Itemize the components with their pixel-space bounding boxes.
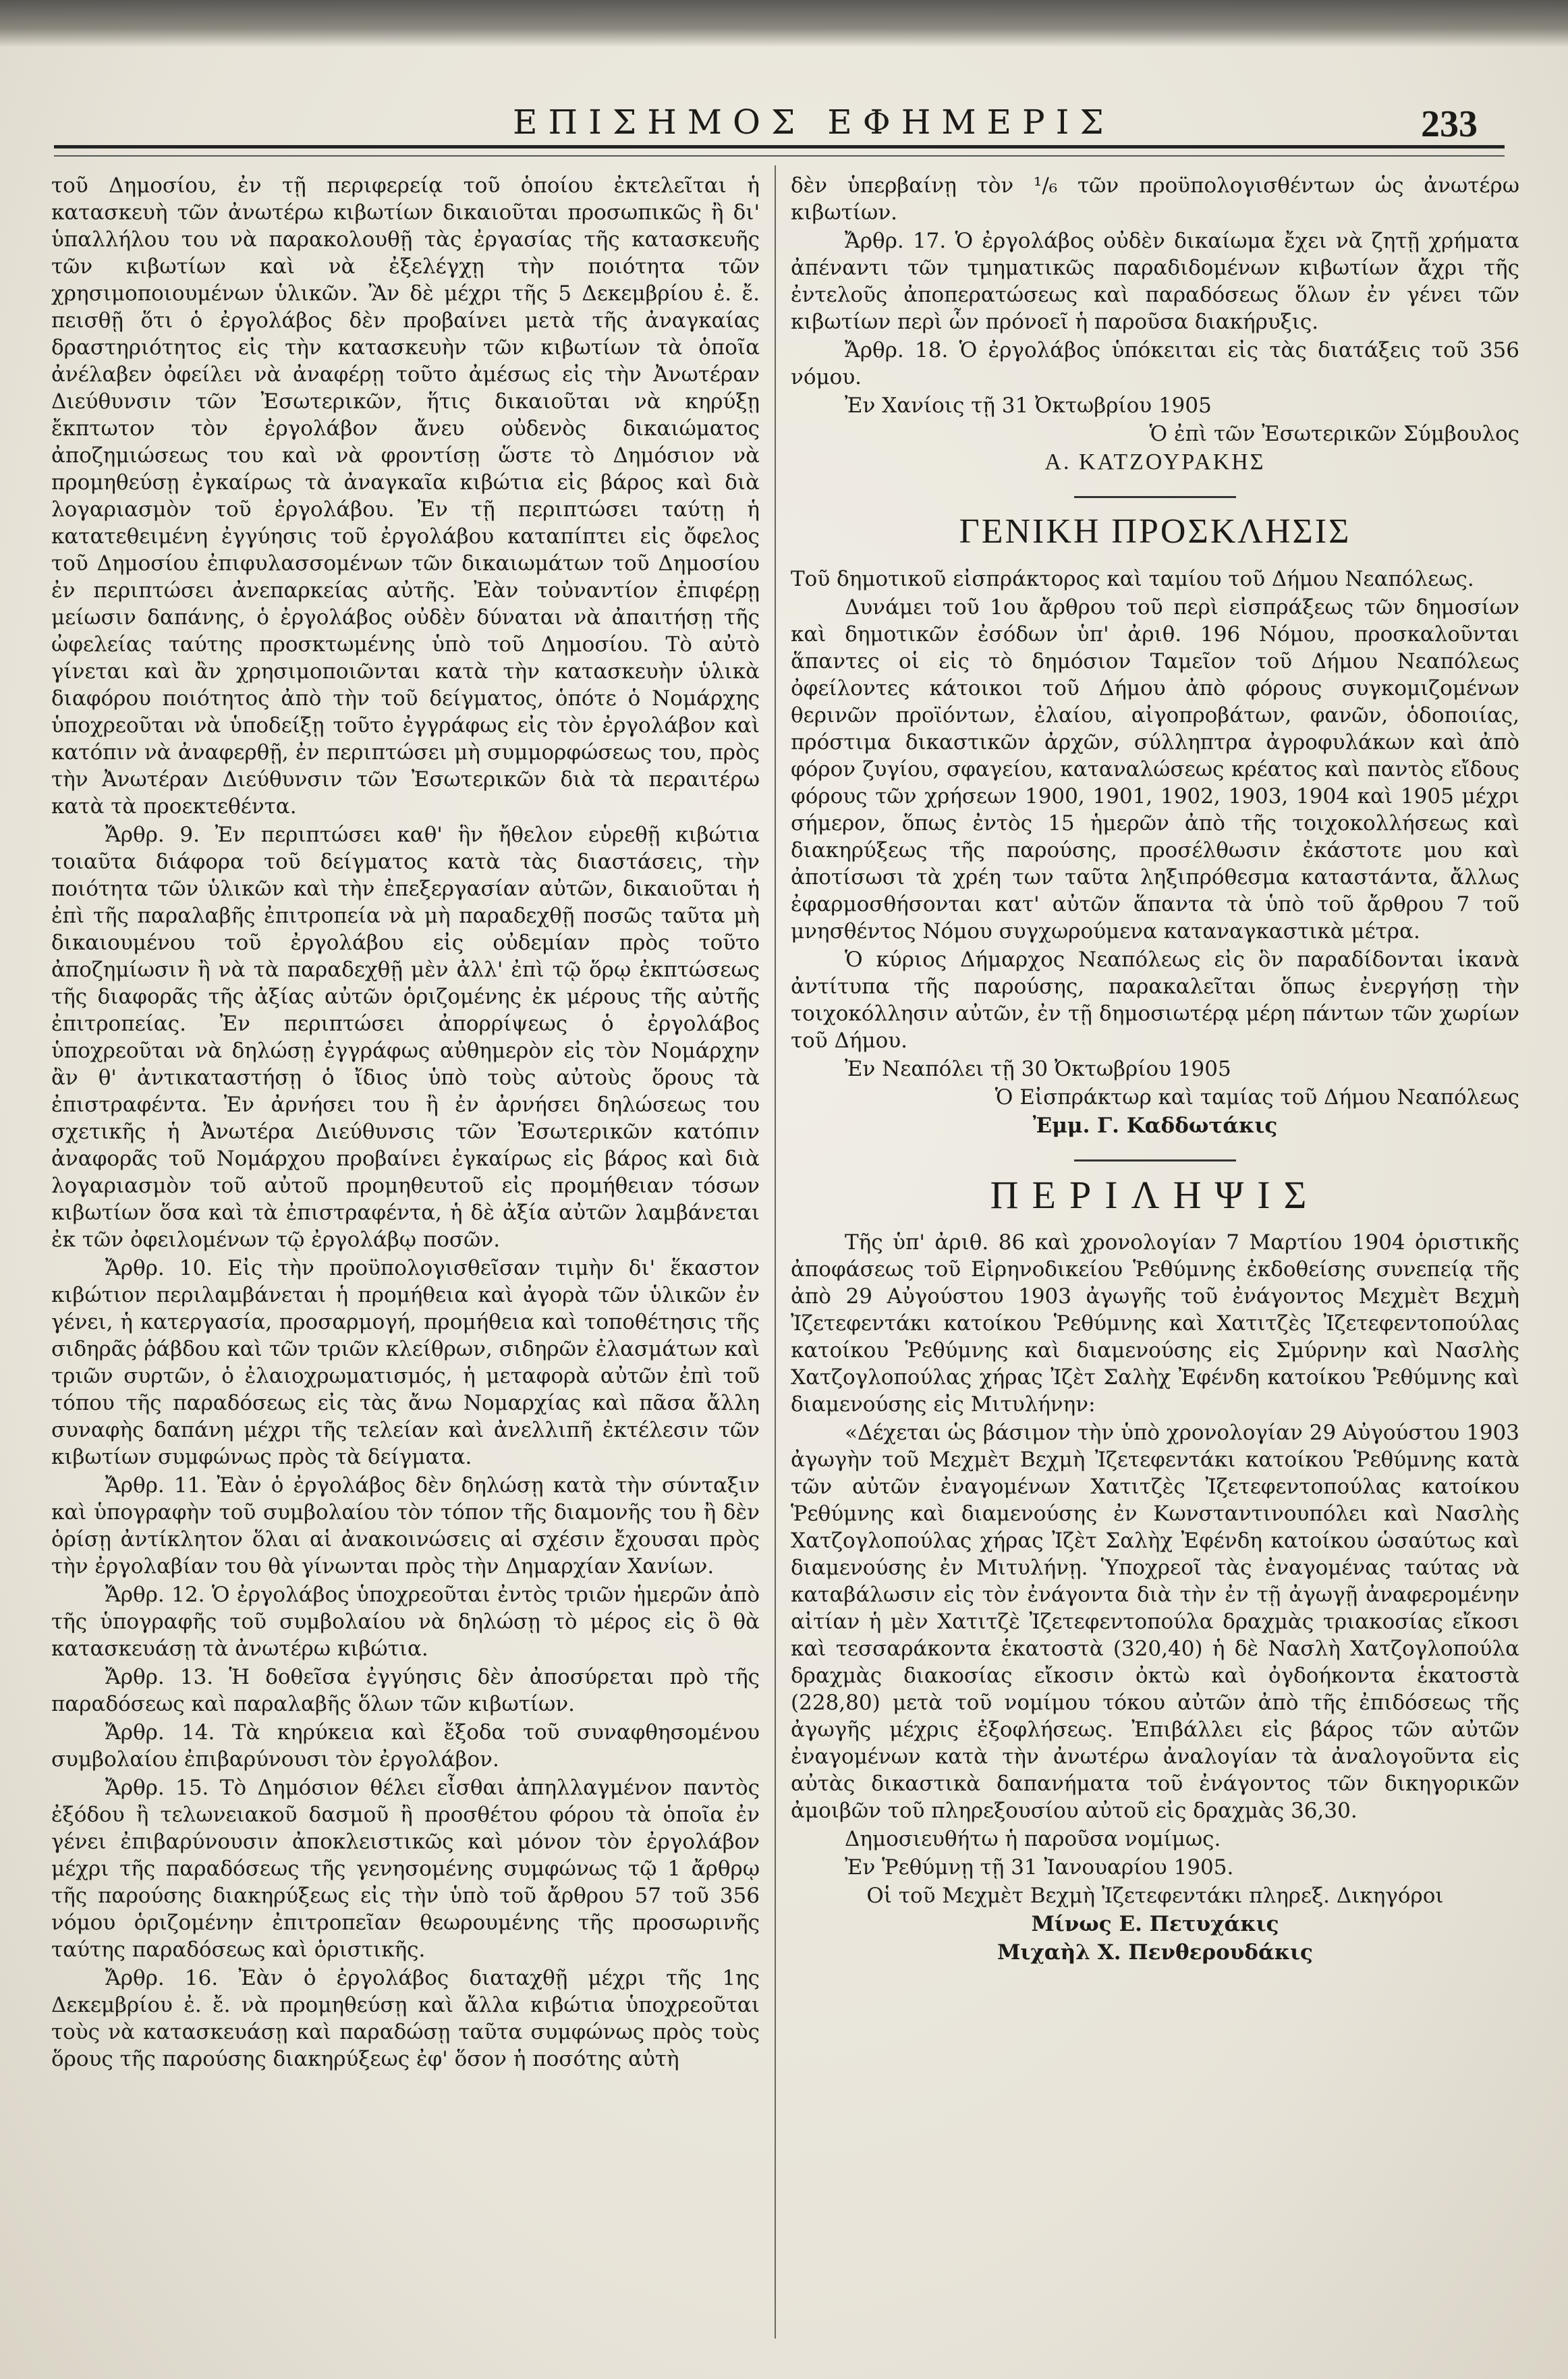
- left-column: [51, 172, 760, 2073]
- section-divider-1: [1074, 496, 1236, 498]
- summary-publish: Δημοσιευθήτω ἡ παροῦσα νομίμως.: [845, 1827, 1221, 1851]
- summary-intro: Τῆς ὑπ' ἀριθ. 86 καὶ χρονολογίαν 7 Μαρτίου 1904 ὁριστικῆς ἀποφάσεως τοῦ Εἰρηνοδικείου Ῥεθύμνης ἐκδοθείσης συνεπείᾳ τῆς ἀπὸ 29 Αὐγούστου 1903 ἀγωγῆς τοῦ ἐνάγοντος Μεχμὲτ Βεχμὴ Ἰζετεφεντάκι κατοίκου Ῥεθύμνης καὶ Χατιτζὲς Ἰζετεφεντοπούλας κατοίκου Ῥεθύμνης καὶ διαμενούσης εἰς Σμύρνην καὶ Νασλὴς Χατζογλοπούλας χήρας Ἰζὲτ Σαλὴχ Ἐφένδη κατοίκου Ῥεθύμνης καὶ διαμενούσης εἰς Μιτυλήνην:: [791, 1230, 1519, 1417]
- header-rule: [54, 145, 1505, 157]
- summary-decision: «Δέχεται ὡς βάσιμον τὴν ὑπὸ χρονολογίαν 29 Αὐγούστου 1903 ἀγωγὴν τοῦ Μεχμὲτ Βεχμὴ Ἰζετεφεντάκι κατοίκου Ῥεθύμνης κατὰ τῶν αὐτῶν ἐναγομένων Χατιτζὲς Ἰζετεφεντοπούλας κατοίκου Ῥεθύμνης καὶ διαμενούσης ἐν Κωνσταντινουπόλει καὶ Νασλὴς Χατζογλοπούλας χήρας Ἰζὲτ Σαλὴχ Ἐφένδη κατοίκου ὡσαύτως καὶ διαμενούσης ἐν Μιτυλήνῃ. Ὑποχρεοῖ τὰς ἐναγομένας ταύτας νὰ καταβάλωσιν εἰς τὸν ἐνάγοντα διὰ τὴν ἐν τῇ ἀγωγῇ ἀναφερομένην αἰτίαν ἡ μὲν Χατιτζὲ Ἰζετεφεντοπούλα δραχμὰς τριακοσίας εἴκοσι καὶ τεσσαράκοντα ἑκατοστὰ (320,40) ἡ δὲ Νασλὴ Χατζογλοπούλα δραχμὰς διακοσίας εἴκοσιν ὀκτὼ καὶ ὀγδοήκοντα ἑκατοστὰ (228,80) μετὰ τοῦ νομίμου τόκου αὐτῶν ἀπὸ τῆς ἐπιδόσεως τῆς ἀγωγῆς μέχρις ἐξοφλήσεως. Ἐπιβάλλει εἰς βάρος τῶν αὐτῶν ἐναγομένων κατὰ τὴν ἀνωτέρω ἀναλογίαν τὰ ἀναλογοῦντα εἰς αὐτὰς δικαστικὰ δαπανήματα τοῦ ἐνάγοντος τῶν δικηγορικῶν ἀμοιβῶν τοῦ πληρεξουσίου αὐτοῦ εἰς δραχμὰς 36,30.: [791, 1421, 1519, 1823]
- article-14: Ἄρθρ. 14. Τὰ κηρύκεια καὶ ἔξοδα τοῦ συναφθησομένου συμβολαίου ἐπιβαρύνουσι τὸν ἐργολάβον.: [51, 1720, 760, 1772]
- section-title-general-invitation: ΓΕΝΙΚΗ ΠΡΟΣΚΛΗΣΙΣ: [959, 512, 1351, 551]
- signature-name-2: Ἐμμ. Γ. Καδδωτάκις: [1032, 1114, 1278, 1138]
- date-neapoli: Ἐν Νεαπόλει τῇ 30 Ὀκτωβρίου 1905: [845, 1057, 1231, 1081]
- signature-lawyer-1: Μίνως Ε. Πετυχάκις: [1031, 1912, 1279, 1936]
- invitation-heading: Τοῦ δημοτικοῦ εἰσπράκτορος καὶ ταμίου τοῦ Δήμου Νεαπόλεως.: [791, 567, 1474, 591]
- page-header: [108, 101, 1484, 145]
- article-16: Ἄρθρ. 16. Ἐὰν ὁ ἐργολάβος διαταχθῇ μέχρι τῆς 1ης Δεκεμβρίου ἐ. ἔ. νὰ προμηθεύσῃ καὶ ἄλλα κιβώτια ὑποχρεοῦται τοὺς νὰ κατασκευάσῃ καὶ παραδώσῃ ταῦτα συμφώνως πρὸς τοὺς ὅρους τῆς παρούσης διακηρύξεως ἐφ' ὅσον ἡ ποσότης αὐτὴ: [51, 1966, 760, 2071]
- article-12: Ἄρθρ. 12. Ὁ ἐργολάβος ὑποχρεοῦται ἐντὸς τριῶν ἡμερῶν ἀπὸ τῆς ὑπογραφῆς τοῦ συμβολαίου νὰ δηλώσῃ τὸ μέρος εἰς ὃ θὰ κατασκευάσῃ τὰ ἀνωτέρω κιβώτια.: [51, 1583, 760, 1661]
- signature-lawyer-2: Μιχαὴλ Χ. Πενθερουδάκις: [997, 1940, 1313, 1965]
- article-18: Ἄρθρ. 18. Ὁ ἐργολάβος ὑπόκειται εἰς τὰς διατάξεις τοῦ 356 νόμου.: [791, 338, 1519, 389]
- page-top-edge: [0, 0, 1568, 47]
- masthead-title: ΕΠΙΣΗΜΟΣ ΕΦΗΜΕΡΙΣ: [513, 103, 1115, 142]
- article-17: Ἄρθρ. 17. Ὁ ἐργολάβος οὐδὲν δικαίωμα ἔχει νὰ ζητῇ χρήματα ἀπέναντι τῶν τμηματικῶς παραδιδομένων κιβωτίων ἄχρι τῆς ἐντελοῦς ἀποπερατώσεως καὶ παραδόσεως ὅλων ἐν γένει τῶν κιβωτίων περὶ ὧν πρόνοεῖ ἡ παροῦσα διακήρυξις.: [791, 229, 1519, 334]
- article-13: Ἄρθρ. 13. Ἡ δοθεῖσα ἐγγύησις δὲν ἀποσύρεται πρὸ τῆς παραδόσεως καὶ παραλαβῆς ὅλων τῶν κιβωτίων.: [51, 1665, 760, 1716]
- signature-title-1: Ὁ ἐπὶ τῶν Ἐσωτερικῶν Σύμβουλος: [1149, 422, 1519, 446]
- article-9: Ἄρθρ. 9. Ἐν περιπτώσει καθ' ἣν ἤθελον εὑρεθῇ κιβώτια τοιαῦτα διάφορα τοῦ δείγματος κατὰ τὰς διαστάσεις, τὴν ποιότητα τῶν ὑλικῶν καὶ τὴν ἐπεξεργασίαν αὐτῶν, δικαιοῦται ἡ ἐπὶ τῆς παραλαβῆς ἐπιτροπεία νὰ μὴ παραδεχθῇ ποσῶς ταῦτα μὴ δικαιουμένου τοῦ ἐργολάβου εἰς οὐδεμίαν πρὸς τοῦτο ἀποζημίωσιν ἢ νὰ τὰ παραδεχθῇ μὲν ἀλλ' ἐπὶ τῷ ὅρῳ ἐκπτώσεως τῆς διαφορᾶς τῆς ἀξίας αὐτῶν ὁριζομένης ἐκ μέρους τῆς αὐτῆς ἐπιτροπείας. Ἐν περιπτώσει ἀπορρίψεως ὁ ἐργολάβος ὑποχρεοῦται νὰ δηλώσῃ ἐγγράφως αὐθημερὸν εἰς τὸν Νομάρχην ἂν θ' ἀντικαταστήσῃ ὁ ἴδιος ὑπὸ τοὺς αὐτοὺς ὅρους τὰ ἐπιστραφέντα. Ἐν ἀρνήσει του ἢ ἐν ἀρνήσει δηλώσεως του σχετικῆς ἡ Ἀνωτέρα Διεύθυνσις τῶν Ἐσωτερικῶν κατόπιν ἀναφορᾶς τοῦ Νομάρχου προβαίνει ἐγκαίρως εἰς βάρος καὶ διὰ λογαριασμὸν τοῦ αὐτοῦ προμηθευτοῦ εἰς προμήθειαν τόσων κιβωτίων ὅσα καὶ τὰ ἐπιστραφέντα, ἡ δὲ ἀξία αὐτῶν λαμβάνεται ἐκ τῶν ὀφειλομένων τῷ ἐργολάβῳ ποσῶν.: [51, 823, 760, 1252]
- invitation-body: Δυνάμει τοῦ 1ου ἄρθρου τοῦ περὶ εἰσπράξεως τῶν δημοσίων καὶ δημοτικῶν ἐσόδων ὑπ' ἀριθ. 196 Νόμου, προσκαλοῦνται ἅπαντες οἱ εἰς τὸ δημόσιον Ταμεῖον τοῦ Δήμου Νεαπόλεως ὀφείλοντες κάτοικοι τοῦ Δήμου ἀπὸ φόρους συγκομιζομένων θερινῶν προϊόντων, ἐλαίου, αἰγοπροβάτων, φανῶν, ὁδοποιίας, πρόστιμα δικαστικῶν ἀρχῶν, σύλληπτρα ἀγροφυλάκων καὶ ἀπὸ φόρον ζυγίου, σφαγείου, καταναλώσεως κρέατος καὶ παντὸς εἴδους φόρους τῶν χρήσεων 1900, 1901, 1902, 1903, 1904 καὶ 1905 μέχρι σήμερον, ὅπως ἐντὸς 15 ἡμερῶν ἀπὸ τῆς τοιχοκολλήσεως καὶ διακηρύξεως τῆς παρούσης, προσέλθωσιν ἐκάστοτε μου καὶ ἀποτίσωσι τὰ χρέη των ταῦτα ληξιπρόθεσμα καταστάντα, ἄλλως ἐφαρμοσθήσονται κατ' αὐτῶν ἅπαντα τὰ ὑπὸ τοῦ ἄρθρου 7 τοῦ μνησθέντος Νόμου συγχωρούμενα καταναγκαστικὰ μέτρα.: [791, 595, 1519, 944]
- signature-name-1: Α. ΚΑΤΖΟΥΡΑΚΗΣ: [1044, 449, 1266, 474]
- section-title-summary: ΠΕΡΙΛΗΨΙΣ: [990, 1173, 1320, 1217]
- column-divider: [775, 165, 776, 2339]
- section-divider-2: [1074, 1159, 1236, 1161]
- signature-lawyers: Οἱ τοῦ Μεχμὲτ Βεχμὴ Ἰζετεφεντάκι πληρεξ. Δικηγόροι: [866, 1884, 1444, 1908]
- page-number: 233: [1421, 103, 1478, 145]
- right-paragraph-1: δὲν ὑπερβαίνῃ τὸν ¹/₆ τῶν προϋπολογισθέντων ὡς ἀνωτέρω κιβωτίων.: [791, 173, 1519, 225]
- date-rethymno: Ἐν Ῥεθύμνῃ τῇ 31 Ἰανουαρίου 1905.: [845, 1855, 1234, 1880]
- signature-title-2: Ὁ Εἰσπράκτωρ καὶ ταμίας τοῦ Δήμου Νεαπόλεως: [995, 1085, 1519, 1110]
- article-11: Ἄρθρ. 11. Ἐὰν ὁ ἐργολάβος δὲν δηλώσῃ κατὰ τὴν σύνταξιν καὶ ὑπογραφὴν τοῦ συμβολαίου τὸν τόπον τῆς διαμονῆς του ἢ δὲν ὁρίσῃ ἀντίκλητον ὅλαι αἱ ἀνακοινώσεις αἱ σχέσιν ἔχουσαι πρὸς τὴν ἐργολαβίαν του θὰ γίνωνται πρὸς τὴν Δημαρχίαν Χανίων.: [51, 1473, 760, 1579]
- date-chania: Ἐν Χανίοις τῇ 31 Ὀκτωβρίου 1905: [845, 393, 1212, 418]
- left-paragraph-1: τοῦ Δημοσίου, ἐν τῇ περιφερείᾳ τοῦ ὁποίου ἐκτελεῖται ἡ κατασκευὴ τῶν ἀνωτέρω κιβωτίων δικαιοῦται προσωπικῶς ἢ δι' ὑπαλλήλου του νὰ παρακολουθῇ τὰς ἐργασίας τῆς κατασκευῆς τῶν κιβωτίων καὶ νὰ ἐξελέγχῃ τὴν ποιότητα τῶν χρησιμοποιουμένων ὑλικῶν. Ἂν δὲ μέχρι τῆς 5 Δεκεμβρίου ἐ. ἔ. πεισθῇ ὅτι ὁ ἐργολάβος δὲν προβαίνει μετὰ τῆς ἀναγκαίας δραστηριότητος εἰς τὴν κατασκευὴν τῶν κιβωτίων τὰ ὁποῖα ἀνέλαβεν ὀφείλει νὰ ἀναφέρῃ τοῦτο ἀμέσως εἰς τὴν Ἀνωτέραν Διεύθυνσιν τῶν Ἐσωτερικῶν, ἥτις δικαιοῦται νὰ κηρύξῃ ἔκπτωτον τὸν ἐργολάβον ἄνευ οὐδενὸς δικαιώματος ἀποζημιώσεως του καὶ νὰ φροντίσῃ ὥστε τὸ Δημόσιον νὰ προμηθεύσῃ ἐγκαίρως τὰ ἀναγκαῖα κιβώτια εἰς βάρος καὶ διὰ λογαριασμὸν τοῦ ἐργολάβου. Ἐν τῇ περιπτώσει ταύτῃ ἡ κατατεθειμένη ἐγγύησις τοῦ ἐργολάβου καταπίπτει εἰς ὄφελος τοῦ Δημοσίου ἐπιφυλασσομένων τῶν δικαιωμάτων τοῦ Δημοσίου ἐν περιπτώσει ἀνεπαρκείας αὐτῆς. Ἐὰν τοὐναντίον ἐπιφέρῃ μείωσιν δαπάνης, ὁ ἐργολάβος οὐδὲν δύναται νὰ ἀπαιτήσῃ τῆς ὠφελείας ταύτης προσκτωμένης ὑπὸ τοῦ Δημοσίου. Τὸ αὐτὸ γίνεται καὶ ἂν χρησιμοποιῶνται κατὰ τὴν κατασκευὴν ὑλικὰ διαφόρου ποιότητος ἀπὸ τὴν τοῦ δείγματος, ὁπότε ὁ Νομάρχης ὑποχρεοῦται νὰ ὑποδείξῃ τοῦτο ἐγγράφως εἰς τὸν ἐργολάβον καὶ κατόπιν νὰ ἀναφερθῇ, ἐν περιπτώσει μὴ συμμορφώσεως του, πρὸς τὴν Ἀνωτέραν Διεύθυνσιν τῶν Ἐσωτερικῶν διὰ τὰ περαιτέρω κατὰ τὰ προεκτεθέντα.: [51, 173, 760, 819]
- article-15: Ἄρθρ. 15. Τὸ Δημόσιον θέλει εἶσθαι ἀπηλλαγμένον παντὸς ἐξόδου ἢ τελωνειακοῦ δασμοῦ ἢ προσθέτου φόρου τὰ ὁποῖα ἐν γένει ἐπιβαρύνουσιν ἀποκλειστικῶς καὶ μόνον τὸν ἐργολάβον μέχρι τῆς παραδόσεως τῆς γενησομένης συμφώνως τῷ 1 ἄρθρῳ τῆς παρούσης διακηρύξεως εἰς τὴν ὑπὸ τοῦ ἄρθρου 57 τοῦ 356 νόμου ὁριζομένην ἐπιτροπεῖαν θεωρουμένης τῆς προσωρινῆς ταύτης παραδόσεως καὶ ὁριστικῆς.: [51, 1776, 760, 1962]
- article-10: Ἄρθρ. 10. Εἰς τὴν προϋπολογισθεῖσαν τιμὴν δι' ἕκαστον κιβώτιον περιλαμβάνεται ἡ προμήθεια καὶ ἀγορὰ τῶν ὑλικῶν ἐν γένει, ἡ κατεργασία, προσαρμογή, προμήθεια καὶ τοποθέτησις τῆς σιδηρᾶς ῥάβδου καὶ τῶν τριῶν κλείθρων, σιδηρῶν ἐλασμάτων καὶ τριῶν συρτῶν, ὁ ἐλαιοχρωματισμός, ἡ μεταφορὰ αὐτῶν ἐπὶ τοῦ τόπου τῆς παραδόσεως εἰς τὰς ἄνω Νομαρχίας καὶ πᾶσα ἄλλη συναφὴς δαπάνη μέχρι τῆς τελείαν καὶ ἀνελλιπῆ ἐκτέλεσιν τῶν κιβωτίων συμφώνως πρὸς τὰ δείγματα.: [51, 1256, 760, 1469]
- invitation-mayor: Ὁ κύριος Δήμαρχος Νεαπόλεως εἰς ὃν παραδίδονται ἱκανὰ ἀντίτυπα τῆς παρούσης, παρακαλεῖται ὅπως ἐνεργήσῃ τὴν τοιχοκόλλησιν αὐτῶν, ἐν τῇ δημοσιωτέρᾳ μέρη πάντων τῶν χωρίων τοῦ Δήμου.: [791, 948, 1519, 1053]
- right-column: [791, 172, 1519, 1966]
